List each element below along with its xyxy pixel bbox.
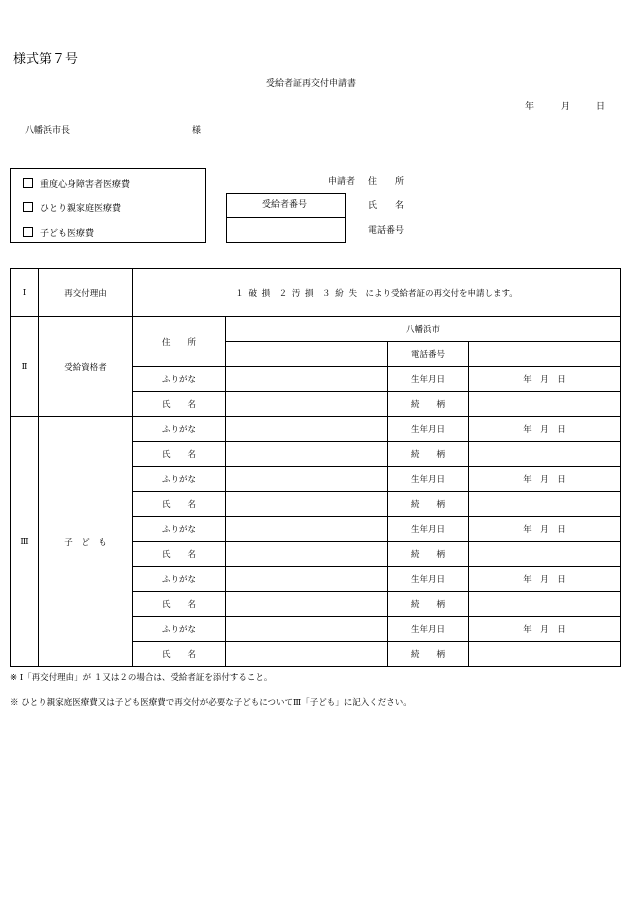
child-furigana-label: ふりがな (133, 517, 226, 542)
expense-option-label: ひとり親家庭医療費 (40, 204, 122, 214)
expense-option-label: 重度心身障害者医療費 (40, 180, 131, 190)
child-relation-label: 続 柄 (388, 592, 469, 617)
application-table (10, 268, 621, 667)
note-attach-certificate: ※ Ⅰ「再交付理由」が １又は２の場合は、受給者証を添付すること。 (10, 673, 273, 683)
section1-label: 再交付理由 (39, 269, 133, 317)
qualified-furigana-field[interactable] (226, 367, 388, 392)
child-relation-field[interactable] (469, 442, 621, 467)
date-day-label: 日 (596, 102, 606, 112)
form-title: 受給者証再交付申請書 (266, 79, 357, 89)
qualified-phone-field[interactable] (469, 342, 621, 367)
child-name-field[interactable] (226, 542, 388, 567)
child-name-field[interactable] (226, 442, 388, 467)
form-number: 様式第７号 (13, 52, 79, 67)
child-relation-field[interactable] (469, 492, 621, 517)
child-name-label: 氏 名 (133, 642, 226, 667)
section3-label: 子 ど も (39, 417, 133, 667)
child-birthdate-label: 生年月日 (388, 517, 469, 542)
expense-option-single-parent[interactable] (23, 202, 121, 214)
expense-option-severe-disability[interactable] (23, 178, 130, 190)
qualified-relation-field[interactable] (469, 392, 621, 417)
child-birthdate-field[interactable]: 年 月 日 (469, 417, 621, 442)
child-name-field[interactable] (226, 592, 388, 617)
checkbox[interactable] (23, 178, 33, 188)
child-name-label: 氏 名 (133, 592, 226, 617)
child-birthdate-field[interactable]: 年 月 日 (469, 617, 621, 642)
expense-option-child[interactable] (23, 227, 94, 239)
child-name-label: 氏 名 (133, 542, 226, 567)
child-furigana-label: ふりがな (133, 567, 226, 592)
applicant-phone-label: 電話番号 (368, 226, 405, 236)
child-birthdate-label: 生年月日 (388, 417, 469, 442)
addressee-honorific: 様 (192, 126, 202, 136)
child-birthdate-label: 生年月日 (388, 567, 469, 592)
child-relation-label: 続 柄 (388, 442, 469, 467)
child-birthdate-label: 生年月日 (388, 467, 469, 492)
child-name-field[interactable] (226, 642, 388, 667)
child-furigana-field[interactable] (226, 467, 388, 492)
child-furigana-field[interactable] (226, 617, 388, 642)
child-birthdate-field[interactable]: 年 月 日 (469, 517, 621, 542)
recipient-number-field[interactable] (226, 217, 346, 243)
applicant-address-label: 住 所 (368, 177, 405, 187)
expense-option-label: 子ども医療費 (40, 229, 95, 239)
qualified-phone-label: 電話番号 (388, 342, 469, 367)
child-relation-label: 続 柄 (388, 542, 469, 567)
child-relation-field[interactable] (469, 542, 621, 567)
qualified-address-label: 住 所 (133, 317, 226, 367)
qualified-name-label: 氏 名 (133, 392, 226, 417)
child-furigana-label: ふりがな (133, 467, 226, 492)
checkbox[interactable] (23, 202, 33, 212)
child-furigana-field[interactable] (226, 517, 388, 542)
child-birthdate-field[interactable]: 年 月 日 (469, 567, 621, 592)
recipient-number-label: 受給者番号 (262, 200, 308, 210)
child-name-label: 氏 名 (133, 442, 226, 467)
section1-numeral: Ⅰ (11, 269, 39, 317)
addressee-mayor: 八幡浜市長 (25, 126, 71, 136)
child-furigana-field[interactable] (226, 567, 388, 592)
child-relation-label: 続 柄 (388, 492, 469, 517)
child-birthdate-label: 生年月日 (388, 617, 469, 642)
qualified-birthdate-field[interactable]: 年 月 日 (469, 367, 621, 392)
section2-label: 受給資格者 (39, 317, 133, 417)
section3-numeral: Ⅲ (11, 417, 39, 667)
checkbox[interactable] (23, 227, 33, 237)
qualified-furigana-label: ふりがな (133, 367, 226, 392)
child-name-field[interactable] (226, 492, 388, 517)
child-birthdate-field[interactable]: 年 月 日 (469, 467, 621, 492)
reissue-reason-text[interactable]: １ 破 損 ２ 汚 損 ３ 紛 失 により受給者証の再交付を申請します。 (133, 269, 621, 317)
child-furigana-row (11, 417, 621, 442)
qualified-birthdate-label: 生年月日 (388, 367, 469, 392)
date-month-label: 月 (561, 102, 571, 112)
applicant-prefix: 申請者 (328, 177, 356, 187)
child-relation-label: 続 柄 (388, 642, 469, 667)
date-year-label: 年 (525, 102, 535, 112)
child-name-label: 氏 名 (133, 492, 226, 517)
child-furigana-label: ふりがな (133, 617, 226, 642)
child-furigana-label: ふりがな (133, 417, 226, 442)
section1-row (11, 269, 621, 317)
child-relation-field[interactable] (469, 642, 621, 667)
note-children-section: ※ ひとり親家庭医療費又は子ども医療費で再交付が必要な子どもについてⅢ「子ども」に記入ください。 (10, 698, 412, 708)
qualified-address-field[interactable]: 八幡浜市 (226, 317, 621, 342)
child-furigana-field[interactable] (226, 417, 388, 442)
qualified-name-field[interactable] (226, 392, 388, 417)
section2-numeral: Ⅱ (11, 317, 39, 417)
child-relation-field[interactable] (469, 592, 621, 617)
applicant-name-label: 氏 名 (368, 201, 405, 211)
qualified-relation-label: 続 柄 (388, 392, 469, 417)
section2-address-row (11, 317, 621, 342)
